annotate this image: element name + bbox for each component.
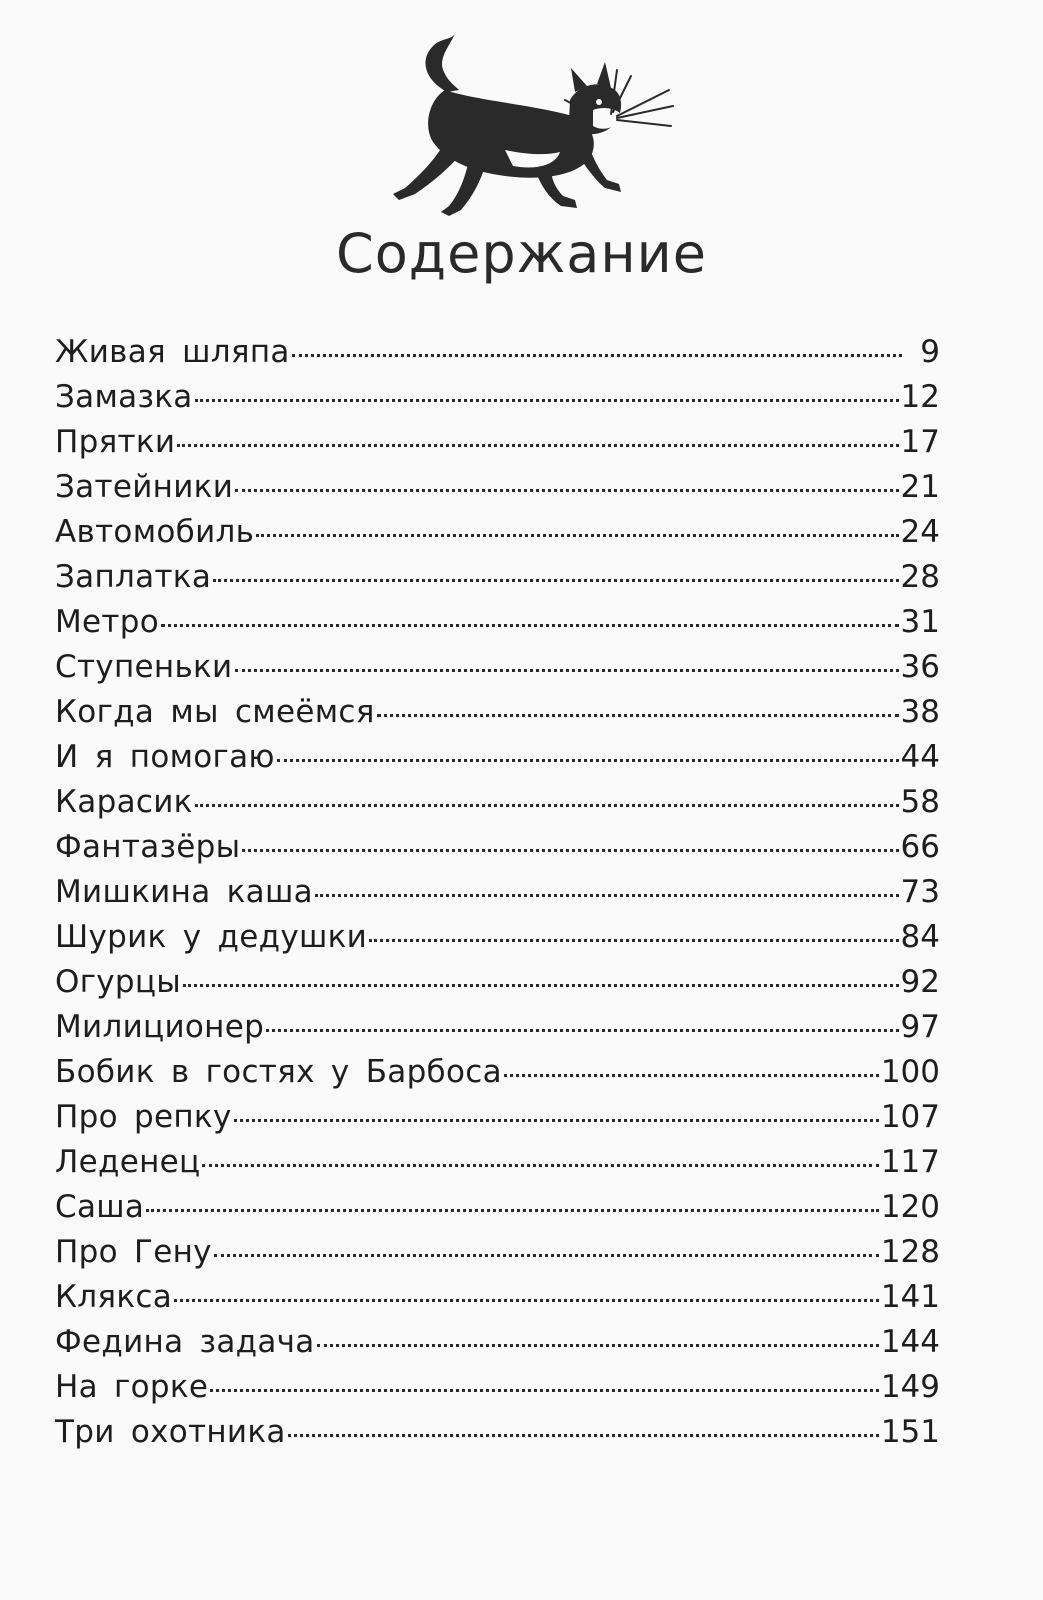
toc-entry-page: 149: [880, 1369, 940, 1405]
toc-entry-page: 38: [900, 694, 940, 730]
dot-leader: [195, 804, 899, 807]
toc-entry-page: 28: [900, 559, 940, 595]
toc-entry-title: Милиционер: [55, 1009, 265, 1045]
toc-entry-page: 9: [920, 334, 940, 370]
toc-entry-page: 84: [900, 919, 940, 955]
dot-leader: [235, 489, 898, 492]
toc-entry-page: 58: [900, 784, 940, 820]
toc-entry-page: 24: [900, 514, 940, 550]
toc-entry-title: Огурцы: [55, 964, 182, 1000]
dot-leader: [177, 444, 898, 447]
toc-entry[interactable]: [55, 420, 940, 465]
toc-entry[interactable]: [55, 1275, 940, 1320]
dot-leader: [292, 354, 902, 357]
toc-entry-title: Ступеньки: [55, 649, 233, 685]
toc-entry[interactable]: [55, 375, 940, 420]
page-title: Содержание: [336, 222, 707, 285]
dot-leader: [174, 1299, 879, 1302]
dot-leader: [315, 894, 899, 897]
toc-entry-title: Затейники: [55, 469, 234, 505]
toc-entry-title: Три охотника: [55, 1414, 286, 1450]
toc-entry[interactable]: [55, 735, 940, 780]
dot-leader: [266, 1029, 898, 1032]
dot-leader: [377, 714, 899, 717]
dot-leader: [146, 1209, 879, 1212]
toc-entry-page: 36: [900, 649, 940, 685]
dot-leader: [288, 1434, 879, 1437]
dot-leader: [234, 1119, 879, 1122]
toc-entry-page: 107: [880, 1099, 940, 1135]
running-cat-icon: [385, 30, 675, 220]
toc-entry-page: 117: [880, 1144, 940, 1180]
toc-entry[interactable]: [55, 1410, 940, 1455]
toc-entry[interactable]: [55, 555, 940, 600]
dot-leader: [369, 939, 898, 942]
toc-entry-page: 97: [900, 1009, 940, 1045]
toc-entry-title: Метро: [55, 604, 160, 640]
toc-entry-page: 66: [900, 829, 940, 865]
toc-entry-page: 128: [880, 1234, 940, 1270]
toc-entry-title: Фантазёры: [55, 829, 241, 865]
dot-leader: [213, 579, 898, 582]
toc-entry[interactable]: [55, 1005, 940, 1050]
toc-entry[interactable]: [55, 960, 940, 1005]
dot-leader: [504, 1074, 879, 1077]
toc-entry-title: Шурик у дедушки: [55, 919, 368, 955]
toc-entry[interactable]: [55, 825, 940, 870]
toc-entry-page: 141: [880, 1279, 940, 1315]
dot-leader: [242, 849, 898, 852]
toc-entry-page: 17: [900, 424, 940, 460]
dot-leader: [202, 1164, 878, 1167]
dot-leader: [183, 984, 898, 987]
toc-entry-title: Заплатка: [55, 559, 212, 595]
toc-entry-title: На горке: [55, 1369, 209, 1405]
toc-entry-title: Клякса: [55, 1279, 173, 1315]
toc-entry[interactable]: [55, 870, 940, 915]
toc-entry[interactable]: [55, 465, 940, 510]
toc-entry[interactable]: [55, 780, 940, 825]
toc-entry-title: Замазка: [55, 379, 193, 415]
toc-entry-page: 100: [880, 1054, 940, 1090]
toc-entry[interactable]: [55, 1140, 940, 1185]
dot-leader: [161, 624, 899, 627]
toc-entry-title: Карасик: [55, 784, 193, 820]
toc-entry[interactable]: [55, 600, 940, 645]
toc-entry-page: 21: [900, 469, 940, 505]
toc-entry-title: Бобик в гостях у Барбоса: [55, 1054, 502, 1090]
dot-leader: [195, 399, 899, 402]
toc-entry-title: Про Гену: [55, 1234, 212, 1270]
toc-entry-page: 120: [880, 1189, 940, 1225]
toc-entry-page: 12: [900, 379, 940, 415]
toc-entry[interactable]: [55, 1050, 940, 1095]
toc-entry-title: И я помогаю: [55, 739, 275, 775]
toc-entry-title: Саша: [55, 1189, 145, 1225]
toc-entry-page: 73: [900, 874, 940, 910]
toc-entry[interactable]: [55, 1230, 940, 1275]
toc-entry[interactable]: [55, 510, 940, 555]
table-of-contents: [55, 330, 940, 1455]
dot-leader: [235, 669, 899, 672]
dot-leader: [256, 534, 898, 537]
toc-entry[interactable]: [55, 690, 940, 735]
toc-entry-title: Про репку: [55, 1099, 232, 1135]
toc-entry-title: Леденец: [55, 1144, 201, 1180]
toc-entry-title: Когда мы смеёмся: [55, 694, 375, 730]
dot-leader: [210, 1389, 879, 1392]
toc-entry[interactable]: [55, 645, 940, 690]
toc-entry-page: 144: [880, 1324, 940, 1360]
toc-entry-title: Прятки: [55, 424, 176, 460]
dot-leader: [214, 1254, 879, 1257]
toc-entry[interactable]: [55, 1365, 940, 1410]
toc-entry-title: Мишкина каша: [55, 874, 313, 910]
toc-entry[interactable]: [55, 1095, 940, 1140]
dot-leader: [317, 1344, 879, 1347]
toc-entry-title: Живая шляпа: [55, 334, 290, 370]
toc-entry-page: 92: [900, 964, 940, 1000]
toc-entry-title: Федина задача: [55, 1324, 315, 1360]
toc-entry-page: 151: [880, 1414, 940, 1450]
dot-leader: [277, 759, 899, 762]
toc-entry-title: Автомобиль: [55, 514, 255, 550]
toc-entry[interactable]: [55, 915, 940, 960]
toc-entry-page: 31: [900, 604, 940, 640]
toc-entry-page: 44: [900, 739, 940, 775]
toc-entry[interactable]: [55, 1185, 940, 1230]
toc-entry[interactable]: [55, 1320, 940, 1365]
toc-entry[interactable]: [55, 330, 940, 375]
